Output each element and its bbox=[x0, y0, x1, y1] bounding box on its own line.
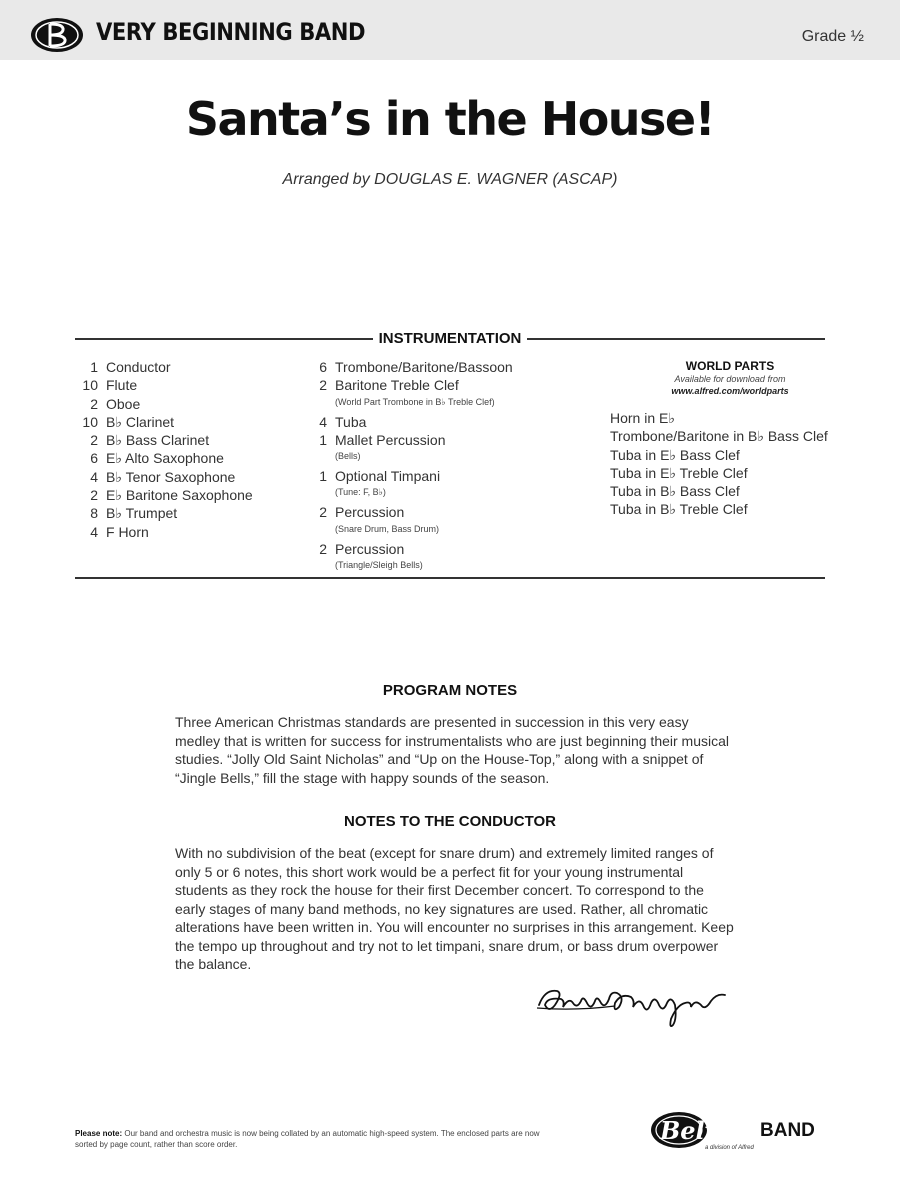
list-item-note: (Triangle/Sleigh Bells) bbox=[335, 560, 423, 571]
list-item: 1 Mallet Percussion bbox=[319, 431, 446, 448]
list-item: 8 B♭ Trumpet bbox=[90, 505, 178, 522]
list-item-note: (Bells) bbox=[335, 451, 361, 462]
list-item: 2 Oboe bbox=[90, 395, 141, 412]
grade-label: Grade ½ bbox=[801, 28, 864, 45]
list-item: 4 B♭ Tenor Saxophone bbox=[90, 468, 236, 485]
list-item-note: (Snare Drum, Bass Drum) bbox=[335, 523, 440, 534]
publisher-script: Belwin bbox=[660, 1116, 752, 1145]
list-item: 6 E♭ Alto Saxophone bbox=[90, 450, 224, 467]
world-parts-availability: Available for download from bbox=[674, 374, 786, 384]
list-item: 10 B♭ Clarinet bbox=[82, 413, 175, 430]
arranger-credit: Arranged by DOUGLAS E. WAGNER (ASCAP) bbox=[282, 171, 618, 188]
series-logo-icon bbox=[30, 16, 84, 54]
publisher-band: BAND bbox=[760, 1120, 815, 1141]
list-item: 2 Baritone Treble Clef bbox=[319, 377, 459, 394]
world-parts-url: www.alfred.com/worldparts bbox=[671, 386, 789, 396]
list-item-note: (Tune: F, B♭) bbox=[335, 487, 386, 498]
publisher-division: a division of Alfred bbox=[705, 1145, 754, 1151]
list-item: Tuba in E♭ Bass Clef bbox=[610, 446, 740, 463]
list-item: 2 B♭ Bass Clarinet bbox=[90, 432, 210, 449]
list-item: Tuba in B♭ Bass Clef bbox=[610, 483, 740, 500]
signature bbox=[535, 975, 730, 1030]
conductor-notes-heading: NOTES TO THE CONDUCTOR bbox=[344, 813, 556, 830]
instrumentation-bottom-rule bbox=[75, 577, 825, 579]
list-item: 10 Flute bbox=[82, 377, 138, 394]
instrumentation-heading: INSTRUMENTATION bbox=[0, 330, 900, 347]
instrument-list-middle bbox=[303, 358, 513, 576]
list-item: 2 Percussion bbox=[319, 504, 405, 521]
conductor-notes-text: With no subdivision of the beat (except for snare drum) and extremely limited ranges of only 5 or 6 notes, this short work would be a perfect fit for your young instrumental students as they rock the house for their first December concert. To correspond to the early stages of many band methods, no key signatures are used. Rather, all chromatic alterations have been written in. You will encounter no surprises in this arrangement. Keep the tempo up throughout and try not to let timpani, snare drum, or bass drum overpower the balance. bbox=[175, 845, 734, 972]
list-item: 1 Conductor bbox=[90, 359, 171, 375]
list-item: 4 Tuba bbox=[319, 413, 367, 430]
list-item-note: (World Part Trombone in B♭ Treble Clef) bbox=[335, 396, 495, 407]
world-parts-list bbox=[610, 409, 840, 519]
instrument-list-left bbox=[74, 358, 253, 541]
page-title: Santa’s in the House! bbox=[185, 92, 715, 146]
list-item: 2 E♭ Baritone Saxophone bbox=[90, 487, 253, 504]
program-notes-heading: PROGRAM NOTES bbox=[382, 682, 518, 699]
world-parts-heading: WORLD PARTS bbox=[685, 359, 775, 373]
world-parts-block bbox=[610, 358, 840, 519]
list-item: Horn in E♭ bbox=[610, 410, 675, 426]
collation-note: Please note: Our band and orchestra music is now being collated by an automatic high-speed system. The enclosed parts are now sorted by page count, rather than score order. bbox=[75, 1129, 540, 1149]
list-item: 4 F Horn bbox=[90, 523, 149, 540]
list-item: 2 Percussion bbox=[319, 540, 405, 557]
series-name: VERY BEGINNING BAND bbox=[96, 18, 366, 46]
list-item: Tuba in E♭ Treble Clef bbox=[610, 464, 748, 481]
list-item: 1 Optional Timpani bbox=[319, 468, 441, 485]
list-item: Trombone/Baritone in B♭ Bass Clef bbox=[610, 428, 828, 445]
program-notes-text: Three American Christmas standards are presented in succession in this very easy medley that is written for success for instrumentalists who are just beginning their musical studies. “Jolly Old Saint Nicholas” and “Up on the House-Top,” along with a snippet of “Jingle Bells,” fill the stage with happy sounds of the season. bbox=[175, 714, 730, 786]
list-item: Tuba in B♭ Treble Clef bbox=[610, 501, 748, 518]
list-item: 6 Trombone/Baritone/Bassoon bbox=[319, 359, 513, 375]
